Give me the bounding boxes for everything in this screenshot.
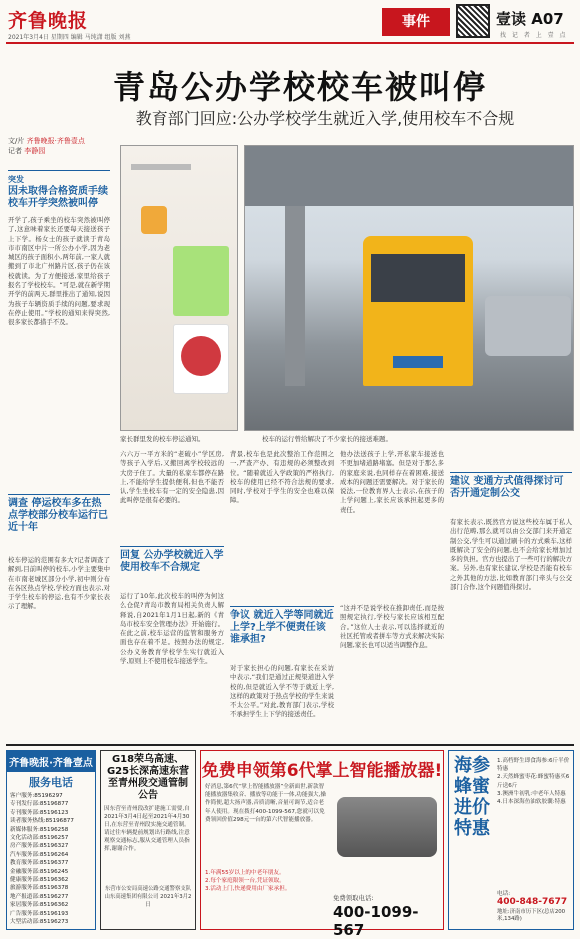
section-heading-1 — [8, 174, 110, 210]
section-rule — [120, 546, 224, 547]
section-heading-4: 争议 就近入学等同就近上学?上学不便责任该谁承担? — [230, 610, 334, 645]
article-column-5: 他办法送孩子上学,开私家车接送也不更加堵道路堵塞。但是对于那么多的家庭来说,也同样存在着困难,接送成本的问题还需要解决。对于家长的说法,一位教育界人士表示,在孩子的上学问题上,家长应该承担起更多的责任。 — [340, 450, 444, 514]
photo-chat-screenshot — [120, 145, 238, 431]
subheadline: 教育部门回应:公办学校学生就近入学,使用校车不合规 — [135, 109, 515, 128]
ad-service-phones — [6, 750, 96, 930]
ad4-item: 2.天然蜂蜜枣花:蜂蜜特惠买6斤送6斤 — [497, 774, 570, 789]
section-rule — [8, 494, 110, 495]
dateline: 2021年3月4日 星期四 编辑 马纯潇 组版 刘燕 — [8, 34, 131, 41]
bus-windshield — [371, 254, 465, 302]
overpass-shape — [245, 146, 574, 206]
pillar-shape — [285, 206, 305, 386]
ad-separator — [6, 744, 574, 746]
ad4-title: 海参蜂蜜进价特惠 — [454, 755, 490, 839]
ad-traffic-notice — [100, 750, 196, 930]
article-column-4: 背景,校车也是此次整治工作范围之一,严查产办、有违规的必须整改到位。“随着就近入学政策的严格执行,校车的使用已经不符合法规的要求,同时,学校对于学生的安全也难以保障。 — [230, 450, 334, 505]
ad4-address: 地址:济南市历下区(总店200米,134路) — [497, 909, 566, 923]
ad3-point: 3.活动上门,快递费用由厂家承担。 — [205, 886, 291, 893]
qr-code-icon — [456, 4, 490, 38]
ad1-phone-line: 地产报道部:85196277 — [10, 893, 69, 900]
section-tag: 事件 — [382, 8, 450, 36]
ad3-points — [205, 869, 329, 894]
article-column-6-lead — [450, 450, 572, 470]
article-column-3b: 运行了10年,此次校车的叫停为何这么仓促?青岛市教育局相关负责人解释说,自2021年1月1日起,新的《青岛市校车安全管理办法》开始施行。在此之前,校车运营的监管和服务方面也存在着不足。按照办法的规定,公办义务教育学校学生实行就近入学,原则上不使用校车接送学生。 — [120, 592, 224, 666]
ad4-phone-label: 电话: — [497, 891, 511, 897]
school-bus-shape — [363, 236, 473, 386]
ad2-title: G18荣乌高速、G25长深高速东营至青州段交通管制公告 — [106, 754, 190, 801]
ad3-point: 1.年满55岁以上的中老年朋友。 — [205, 870, 285, 876]
photo-caption-2: 校车的运行曾给解决了不少家长的接送难题。 — [262, 435, 392, 443]
ad1-phone-line: 新媒体服务:85196258 — [10, 826, 69, 833]
ad1-phone-list — [7, 792, 95, 927]
photo-school-bus — [244, 145, 574, 431]
ad3-phone: 400-1099-567 — [333, 903, 419, 939]
page-subtitle: 找 记 者 上 壹 点 — [500, 32, 568, 39]
byline — [8, 136, 85, 156]
ad1-brand: 齐鲁晚报·齐鲁壹点 — [7, 751, 95, 772]
byline-reporter: 李静园 — [24, 147, 46, 155]
section-heading-2: 调查 停运校车多在热点学校部分校车运行已近十年 — [8, 498, 108, 533]
ad3-phone-label: 免费领取电话: — [333, 894, 374, 902]
photo-caption-1: 家长群里发的校车停运通知。 — [120, 435, 205, 443]
seal-icon — [181, 336, 221, 376]
page-number: 壹读 A07 — [496, 10, 564, 28]
ad1-phone-line: 文化活动部:85196257 — [10, 835, 69, 842]
ad4-items — [497, 757, 571, 806]
masthead-logo: 齐鲁晚报 — [8, 10, 89, 32]
article-column-3: 六六万一平方米的“老破小”学区房,等孩子入学后,又搬回离学校较远的大房子住了。大量的私家车都停在路上,不能给学生提供便利,但也不能否认,学生坐校车有一定的安全隐患,因此叫停是很有必要的。 — [120, 450, 224, 505]
ad3-point: 2.每个家庭限领一台,凭证领取。 — [205, 878, 285, 885]
ad-player — [200, 750, 444, 939]
chat-line — [131, 164, 191, 170]
chat-avatar-icon — [141, 206, 167, 234]
ad1-phone-line: 读者服务热线:85196877 — [10, 818, 74, 825]
chat-bubble — [173, 246, 229, 316]
ad4-item: 1.高档野生即食海参:6斤半价特惠 — [497, 758, 570, 773]
article-column-5b: “这并不是说学校在推卸责任,而是按照规定执行,学校与家长应该相互配合。”这位人士表示,可以选择就近的社区托管或者拼车等方式来解决实际问题,家长也可以适当调整作息。 — [340, 604, 444, 650]
ad-seafood — [448, 750, 574, 930]
ad1-phone-line: 广告服务部:85196193 — [10, 910, 69, 917]
ad1-phone-line: 房产服务部:85196327 — [10, 843, 69, 850]
section-heading-5: 建议 变通方式值得探讨可否开通定制公交 — [450, 476, 564, 499]
ad1-phone-line: 健康服务部:85196362 — [10, 877, 69, 884]
section-heading-3: 回复 公办学校就近入学使用校车不合规定 — [120, 550, 224, 573]
ad1-phone-line: 汽车服务部:85196264 — [10, 851, 69, 858]
ad1-phone-line: 金融服务部:85196245 — [10, 868, 69, 875]
byline-role: 文/片 — [8, 137, 25, 145]
byline-source: 齐鲁晚报·齐鲁壹点 — [26, 137, 85, 145]
ad1-phone-line: 专刊发行部:85196877 — [10, 801, 69, 808]
ad4-item: 4.日本深海鱼油软胶囊:特惠 — [497, 799, 566, 806]
ad2-footer: 东营市公安局高速公路交通警察支队 山东高速集团有限公司 2021年3月2日 — [104, 886, 192, 908]
ad1-phone-line: 教育服务部:85196377 — [10, 860, 69, 867]
article-column-1b: 校车停运的范围有多大?记者调查了解到,目前叫停的校车,小学主要集中在市南老城区部分小学,初中则分布在各区热点学校,学校方面也表示,对于学生校车的停运,也有不少家长表示了理解。 — [8, 556, 110, 611]
header-rule — [6, 42, 574, 44]
ad1-phone-line: 专刊服务部:85196123 — [10, 809, 69, 816]
ad3-title: 免费申领第6代掌上智能播放器! — [201, 761, 443, 781]
byline-reporter-label: 记者 — [8, 147, 22, 155]
ad4-item: 3.澳洲牛初乳:中老年人特惠 — [497, 790, 566, 797]
ad1-phone-line: 家居服务部:85196362 — [10, 902, 69, 909]
section-rule — [450, 472, 572, 473]
ad2-text: 因东营至青州段改扩建施工需要,自2021年3月4日起至2021年4月30日,在东营至青州段实施交通管制。请过往车辆提前规划出行路线,注意观察交通标志,服从交通管理人员指挥,谢谢合作。 — [104, 806, 190, 852]
article-column-1: 开学了,孩子乘坐的校车突然被叫停了,这意味着家长还要每天接送孩子上下学。杨女士的孩子就读于青岛市市南区中片一所公办小学,因为老城区的孩子面积小,两年前,一家人就搬到了市北广州路片区,孩子仍在该校就读。为了方便接送,家里给孩子报名了学校校车。“可是,就在新学期开学的前两天,群里推出了通知,说因为孩子车辆资质手续的问题,要求现在停止使用。”学校的通知来得突然,很多家长都措手不及。 — [8, 216, 110, 327]
section-kicker: 突发 — [8, 175, 24, 184]
ad3-text: 好消息,第6代“掌上智能播放器”全新面世,新款智能播放器集收音、播放等功能于一体,功能强大,操作简便,超大扬声器,音质清晰,音量可调节,适合老年人使用。现在拨打400-1099-567,您就可以免费领回价值298元一台的第六代智能播放器。 — [205, 784, 327, 823]
ad1-phone-line: 大型活动部:85196273 — [10, 919, 69, 926]
ad4-phone: 400-848-7677 — [497, 897, 568, 907]
player-device-icon — [337, 797, 437, 857]
headline: 青岛公办学校校车被叫停 — [112, 68, 487, 106]
car-shape — [485, 296, 571, 356]
ad1-phone-line: 客户服务:85196297 — [10, 793, 63, 799]
article-column-6: 有家长表示,既然官方说这些校车属于私人出行范畴,那么就可以由公交部门来开通定制公交,学生可以通过刷卡的方式乘车,这样既解决了安全的问题,也不会给家长增加过多的负担。官方也提出了一些可行的解决方案。另外,也有家长建议,学校是否能有校车之外其他的方法,比如教育部门牵头与公交部门合作,这个问题值得探讨。 — [450, 518, 572, 592]
article-column-4b: 对于家长担心的问题,有家长在采访中表示,“我们是通过正规渠道进入学校的,但是就近入学不等于就近上学,这样的政策对于热点学校的学生来说不太公平。”对此,教育部门表示,学校不承担学生上下学的接送责任。 — [230, 664, 334, 719]
section-rule — [230, 606, 334, 607]
ad1-phone-line: 旅游服务部:85196378 — [10, 885, 69, 892]
section-title: 因未取得合格资质手续校车开学突然被叫停 — [8, 186, 108, 209]
section-rule — [8, 170, 110, 171]
ad1-title: 服务电话 — [29, 776, 73, 789]
bus-plate — [393, 356, 443, 368]
